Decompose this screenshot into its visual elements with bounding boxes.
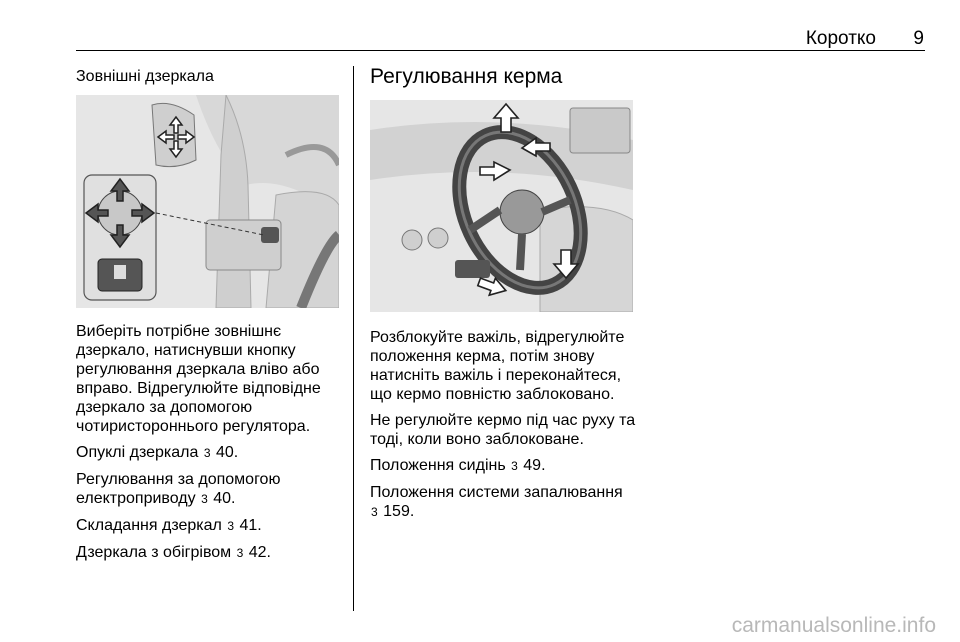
section-title-mirrors: Зовнішні дзеркала — [76, 68, 214, 85]
steering-body — [370, 328, 642, 529]
page-ref-icon: 3 — [203, 446, 211, 460]
steering-wheel-illustration — [370, 100, 633, 312]
section-title-steering: Регулювання керма — [370, 65, 563, 88]
watermark: carmanualsonline.info — [731, 614, 936, 637]
ref-seat-position[interactable]: Положення сидінь 3 49. — [370, 457, 546, 474]
page-ref-icon: 3 — [227, 519, 234, 533]
page-number: 9 — [913, 28, 924, 49]
steering-paragraph-2: Не регулюйте кермо під час руху та тоді, коли воно заблоковане. — [370, 412, 636, 448]
header-title: Коротко — [805, 28, 876, 49]
steering-paragraph-1: Розблокуйте важіль, відрегулюйте положення керма, потім знову натисніть важіль і переконайтеся, що кермо повністю заблоковано. — [370, 329, 625, 403]
column-divider — [353, 66, 354, 611]
mirror-controls-illustration — [76, 95, 339, 308]
mirrors-body — [76, 322, 348, 570]
page-ref-icon: 3 — [371, 505, 378, 519]
mirrors-paragraph: Виберіть потрібне зовнішнє дзеркало, натиснувши кнопку регулювання дзеркала вліво або вправо. Відрегулюйте відповідне дзеркало за допомогою чотиристороннього регулятора. — [76, 323, 321, 435]
header-divider — [76, 50, 925, 51]
page-ref-icon: 3 — [511, 459, 518, 473]
ref-electric-adjustment[interactable]: Регулювання за допомогою електроприводу 3 40. — [76, 471, 281, 507]
ref-convex-mirrors[interactable]: Опуклі дзеркала 3 40. — [76, 444, 239, 461]
page-ref-icon: 3 — [236, 546, 244, 560]
ref-heated-mirrors[interactable]: Дзеркала з обігрівом 3 42. — [76, 544, 271, 561]
ref-folding-mirrors[interactable]: Складання дзеркал 3 41. — [76, 517, 262, 534]
page-ref-icon: 3 — [201, 492, 208, 506]
ref-ignition-position[interactable]: Положення системи запалювання 3 159. — [370, 484, 623, 520]
